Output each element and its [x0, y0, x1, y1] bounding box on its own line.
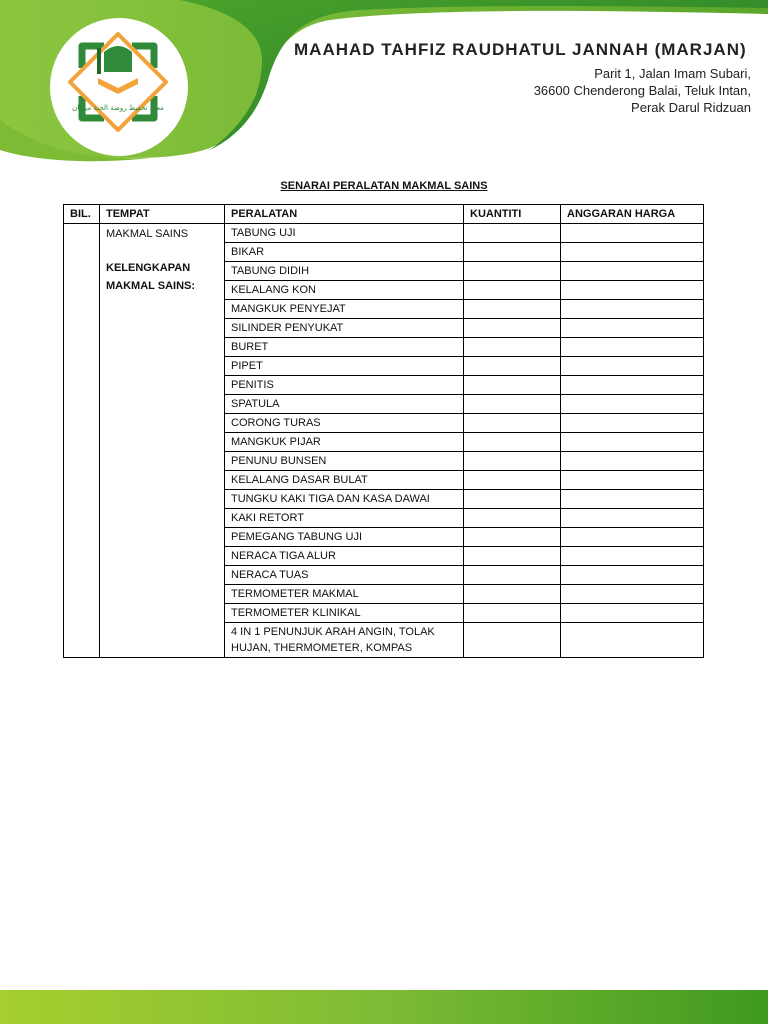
peralatan-cell: TABUNG UJI [225, 224, 464, 243]
anggaran-harga-cell [561, 319, 704, 338]
anggaran-harga-cell [561, 414, 704, 433]
anggaran-harga-cell [561, 281, 704, 300]
kuantiti-cell [464, 338, 561, 357]
equipment-table [63, 204, 704, 658]
bil-cell [64, 224, 100, 658]
address-line-2: 36600 Chenderong Balai, Teluk Intan, [533, 83, 751, 98]
anggaran-harga-cell [561, 452, 704, 471]
makmal-sains-label: MAKMAL SAINS: [106, 280, 196, 292]
kuantiti-cell [464, 566, 561, 585]
footer-banner [0, 990, 768, 1024]
anggaran-harga-cell [561, 509, 704, 528]
kuantiti-cell [464, 509, 561, 528]
anggaran-harga-cell [561, 300, 704, 319]
peralatan-cell: CORONG TURAS [225, 414, 464, 433]
kuantiti-cell [464, 224, 561, 243]
anggaran-harga-cell [561, 623, 704, 658]
school-logo [62, 26, 174, 138]
kuantiti-cell [464, 262, 561, 281]
anggaran-harga-cell [561, 528, 704, 547]
kuantiti-cell [464, 395, 561, 414]
anggaran-harga-cell [561, 357, 704, 376]
address-line-3: Perak Darul Ridzuan [631, 100, 751, 115]
kuantiti-cell [464, 433, 561, 452]
address-line-1: Parit 1, Jalan Imam Subari, [594, 66, 751, 81]
peralatan-cell: 4 IN 1 PENUNJUK ARAH ANGIN, TOLAK HUJAN, THERMOMETER, KOMPAS [225, 623, 464, 658]
anggaran-harga-cell [561, 433, 704, 452]
kuantiti-cell [464, 281, 561, 300]
peralatan-cell: PEMEGANG TABUNG UJI [225, 528, 464, 547]
peralatan-cell: BURET [225, 338, 464, 357]
kuantiti-cell [464, 319, 561, 338]
anggaran-harga-cell [561, 604, 704, 623]
peralatan-cell: KELALANG DASAR BULAT [225, 471, 464, 490]
anggaran-harga-cell [561, 262, 704, 281]
peralatan-cell: TERMOMETER KLINIKAL [225, 604, 464, 623]
document-title: SENARAI PERALATAN MAKMAL SAINS [280, 180, 488, 192]
anggaran-harga-cell [561, 338, 704, 357]
anggaran-harga-cell [561, 547, 704, 566]
header-anggaran-harga: ANGGARAN HARGA [561, 205, 704, 224]
peralatan-cell: PENUNU BUNSEN [225, 452, 464, 471]
anggaran-harga-cell [561, 566, 704, 585]
anggaran-harga-cell [561, 243, 704, 262]
kuantiti-cell [464, 547, 561, 566]
kuantiti-cell [464, 452, 561, 471]
peralatan-cell: SILINDER PENYUKAT [225, 319, 464, 338]
peralatan-cell: KAKI RETORT [225, 509, 464, 528]
logo-arabic-text: معهد تحفيظ روضة الجنة مرجان [72, 104, 164, 112]
anggaran-harga-cell [561, 471, 704, 490]
kuantiti-cell [464, 490, 561, 509]
kuantiti-cell [464, 243, 561, 262]
peralatan-cell: TERMOMETER MAKMAL [225, 585, 464, 604]
kuantiti-cell [464, 414, 561, 433]
peralatan-cell: PENITIS [225, 376, 464, 395]
peralatan-cell: TABUNG DIDIH [225, 262, 464, 281]
peralatan-cell: BIKAR [225, 243, 464, 262]
school-name: MAAHAD TAHFIZ RAUDHATUL JANNAH (MARJAN) [294, 40, 747, 59]
peralatan-cell: TUNGKU KAKI TIGA DAN KASA DAWAI [225, 490, 464, 509]
tempat-cell [100, 224, 225, 658]
kuantiti-cell [464, 585, 561, 604]
table-header-row [64, 205, 704, 224]
header-peralatan: PERALATAN [225, 205, 464, 224]
kuantiti-cell [464, 300, 561, 319]
header-kuantiti: KUANTITI [464, 205, 561, 224]
tempat-label: MAKMAL SAINS [106, 228, 189, 240]
header-bil: BIL. [64, 205, 100, 224]
header-tempat: TEMPAT [100, 205, 225, 224]
anggaran-harga-cell [561, 224, 704, 243]
peralatan-cell: PIPET [225, 357, 464, 376]
peralatan-cell: NERACA TUAS [225, 566, 464, 585]
anggaran-harga-cell [561, 376, 704, 395]
kuantiti-cell [464, 471, 561, 490]
peralatan-cell: MANGKUK PENYEJAT [225, 300, 464, 319]
kuantiti-cell [464, 528, 561, 547]
anggaran-harga-cell [561, 490, 704, 509]
table-body [64, 224, 704, 658]
peralatan-cell: MANGKUK PIJAR [225, 433, 464, 452]
kuantiti-cell [464, 376, 561, 395]
peralatan-cell: SPATULA [225, 395, 464, 414]
peralatan-cell: NERACA TIGA ALUR [225, 547, 464, 566]
table-row [64, 224, 704, 243]
kuantiti-cell [464, 623, 561, 658]
anggaran-harga-cell [561, 585, 704, 604]
kuantiti-cell [464, 357, 561, 376]
kuantiti-cell [464, 604, 561, 623]
peralatan-cell: KELALANG KON [225, 281, 464, 300]
anggaran-harga-cell [561, 395, 704, 414]
kelengkapan-label: KELENGKAPAN [106, 262, 191, 274]
